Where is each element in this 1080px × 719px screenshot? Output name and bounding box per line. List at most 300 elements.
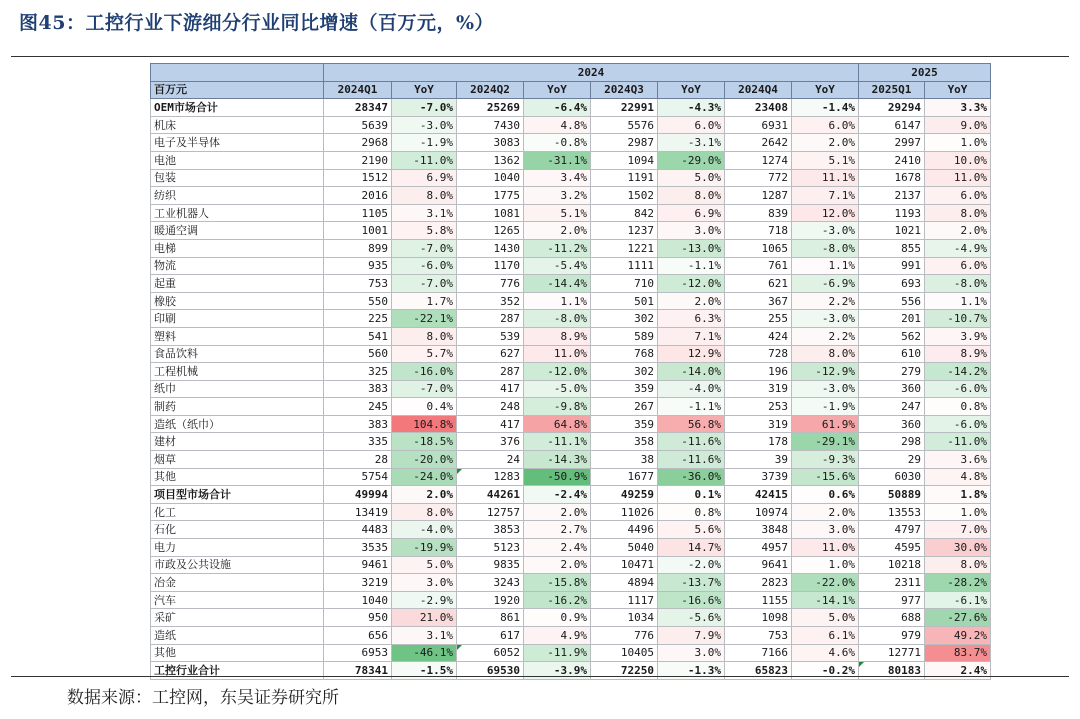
yoy-cell bbox=[925, 468, 991, 486]
value-cell bbox=[591, 116, 658, 134]
revenue-value: 2190 bbox=[361, 153, 388, 167]
revenue-value: 28347 bbox=[354, 100, 388, 114]
revenue-value: 541 bbox=[368, 329, 388, 343]
value-cell bbox=[591, 451, 658, 469]
table-row bbox=[151, 151, 991, 169]
value-cell bbox=[457, 503, 524, 521]
revenue-value: 225 bbox=[368, 312, 388, 326]
yoy-cell bbox=[658, 275, 725, 293]
value-cell bbox=[859, 363, 925, 381]
value-cell bbox=[324, 310, 392, 328]
yoy-value: 10.0% bbox=[953, 153, 987, 167]
value-cell bbox=[457, 644, 524, 662]
revenue-value: 22991 bbox=[620, 100, 654, 114]
yoy-value: 6.1% bbox=[828, 628, 855, 642]
yoy-value: 5.8% bbox=[426, 224, 453, 238]
yoy-value: -2.0% bbox=[687, 558, 721, 572]
row-label: 汽车 bbox=[151, 591, 324, 609]
value-cell bbox=[725, 556, 792, 574]
revenue-value: 376 bbox=[500, 435, 520, 449]
yoy-cell bbox=[658, 627, 725, 645]
value-cell bbox=[591, 433, 658, 451]
yoy-cell bbox=[524, 169, 591, 187]
yoy-value: 83.7% bbox=[953, 646, 987, 660]
yoy-value: 3.9% bbox=[960, 329, 987, 343]
value-cell bbox=[457, 275, 524, 293]
yoy-value: -11.6% bbox=[681, 435, 721, 449]
revenue-value: 3853 bbox=[493, 523, 520, 537]
revenue-value: 1021 bbox=[894, 224, 921, 238]
revenue-value: 2410 bbox=[894, 153, 921, 167]
revenue-value: 1117 bbox=[627, 593, 654, 607]
revenue-value: 367 bbox=[768, 294, 788, 308]
yoy-cell bbox=[392, 574, 457, 592]
value-cell bbox=[324, 275, 392, 293]
revenue-value: 656 bbox=[368, 628, 388, 642]
yoy-value: -9.3% bbox=[821, 452, 855, 466]
value-cell bbox=[457, 574, 524, 592]
yoy-cell bbox=[925, 239, 991, 257]
revenue-value: 80183 bbox=[887, 663, 921, 677]
yoy-value: 1.1% bbox=[560, 294, 587, 308]
value-cell bbox=[457, 556, 524, 574]
yoy-value: 8.0% bbox=[960, 558, 987, 572]
revenue-value: 2997 bbox=[894, 136, 921, 150]
yoy-value: -2.4% bbox=[553, 488, 587, 502]
yoy-value: -13.7% bbox=[681, 576, 721, 590]
value-cell bbox=[324, 363, 392, 381]
yoy-value: -27.6% bbox=[947, 611, 987, 625]
value-cell bbox=[859, 574, 925, 592]
value-cell bbox=[324, 239, 392, 257]
value-cell bbox=[457, 591, 524, 609]
value-cell bbox=[457, 257, 524, 275]
yoy-cell bbox=[524, 151, 591, 169]
row-label: 机床 bbox=[151, 116, 324, 134]
yoy-cell bbox=[524, 116, 591, 134]
yoy-value: -12.0% bbox=[681, 276, 721, 290]
value-cell bbox=[324, 609, 392, 627]
revenue-value: 2968 bbox=[361, 136, 388, 150]
yoy-value: 3.3% bbox=[960, 100, 987, 114]
yoy-value: 0.1% bbox=[694, 488, 721, 502]
yoy-cell bbox=[658, 556, 725, 574]
yoy-cell bbox=[392, 591, 457, 609]
value-cell bbox=[859, 310, 925, 328]
yoy-cell bbox=[925, 539, 991, 557]
value-cell bbox=[725, 239, 792, 257]
yoy-cell bbox=[792, 627, 859, 645]
value-cell bbox=[591, 609, 658, 627]
revenue-value: 359 bbox=[634, 417, 654, 431]
yoy-cell bbox=[925, 574, 991, 592]
yoy-value: -5.4% bbox=[553, 259, 587, 273]
yoy-cell bbox=[792, 539, 859, 557]
yoy-cell bbox=[925, 503, 991, 521]
yoy-cell bbox=[792, 556, 859, 574]
yoy-value: 8.0% bbox=[694, 188, 721, 202]
yoy-value: -8.0% bbox=[821, 241, 855, 255]
yoy-value: 0.9% bbox=[560, 611, 587, 625]
revenue-value: 610 bbox=[901, 347, 921, 361]
revenue-value: 9641 bbox=[761, 558, 788, 572]
yoy-value: -1.9% bbox=[419, 136, 453, 150]
row-label: 造纸 bbox=[151, 627, 324, 645]
table-row bbox=[151, 204, 991, 222]
yoy-cell bbox=[925, 591, 991, 609]
yoy-value: -2.9% bbox=[419, 593, 453, 607]
value-cell bbox=[591, 521, 658, 539]
yoy-cell bbox=[392, 521, 457, 539]
yoy-cell bbox=[658, 239, 725, 257]
yoy-cell bbox=[925, 310, 991, 328]
column-header: 2024Q3 bbox=[591, 81, 658, 99]
revenue-value: 589 bbox=[634, 329, 654, 343]
yoy-value: -19.9% bbox=[413, 540, 453, 554]
revenue-value: 12757 bbox=[486, 505, 520, 519]
yoy-cell bbox=[658, 116, 725, 134]
yoy-cell bbox=[658, 310, 725, 328]
yoy-value: 8.0% bbox=[960, 206, 987, 220]
yoy-value: -18.5% bbox=[413, 435, 453, 449]
row-label: 物流 bbox=[151, 257, 324, 275]
revenue-value: 417 bbox=[500, 417, 520, 431]
revenue-value: 855 bbox=[901, 241, 921, 255]
value-cell bbox=[324, 451, 392, 469]
value-cell bbox=[324, 187, 392, 205]
yoy-cell bbox=[792, 327, 859, 345]
yoy-value: 8.0% bbox=[426, 329, 453, 343]
revenue-value: 1040 bbox=[361, 593, 388, 607]
revenue-value: 4894 bbox=[627, 576, 654, 590]
yoy-value: 1.1% bbox=[828, 259, 855, 273]
yoy-value: -7.0% bbox=[419, 276, 453, 290]
revenue-value: 69530 bbox=[486, 663, 520, 677]
column-header-row bbox=[151, 81, 991, 99]
revenue-value: 1287 bbox=[761, 188, 788, 202]
row-label: 电子及半导体 bbox=[151, 134, 324, 152]
value-cell bbox=[457, 204, 524, 222]
revenue-value: 319 bbox=[768, 417, 788, 431]
yoy-cell bbox=[658, 398, 725, 416]
row-label: 石化 bbox=[151, 521, 324, 539]
revenue-value: 302 bbox=[634, 364, 654, 378]
source-note: 数据来源：工控网，东吴证券研究所 bbox=[67, 688, 339, 708]
value-cell bbox=[324, 134, 392, 152]
value-cell bbox=[324, 169, 392, 187]
yoy-value: 8.0% bbox=[426, 188, 453, 202]
revenue-value: 899 bbox=[368, 241, 388, 255]
value-cell bbox=[457, 239, 524, 257]
value-cell bbox=[859, 134, 925, 152]
yoy-cell bbox=[658, 380, 725, 398]
yoy-cell bbox=[658, 486, 725, 504]
revenue-value: 935 bbox=[368, 259, 388, 273]
yoy-value: 3.0% bbox=[694, 646, 721, 660]
yoy-value: -4.0% bbox=[419, 523, 453, 537]
revenue-value: 10218 bbox=[887, 558, 921, 572]
yoy-cell bbox=[524, 415, 591, 433]
yoy-value: 9.0% bbox=[960, 118, 987, 132]
yoy-cell bbox=[524, 591, 591, 609]
revenue-value: 1040 bbox=[493, 171, 520, 185]
value-cell bbox=[324, 539, 392, 557]
revenue-value: 842 bbox=[634, 206, 654, 220]
yoy-value: 0.6% bbox=[828, 488, 855, 502]
yoy-cell bbox=[392, 116, 457, 134]
value-cell bbox=[591, 169, 658, 187]
yoy-value: -12.9% bbox=[815, 364, 855, 378]
yoy-cell bbox=[392, 151, 457, 169]
value-cell bbox=[859, 486, 925, 504]
revenue-value: 359 bbox=[634, 382, 654, 396]
table-row bbox=[151, 433, 991, 451]
revenue-value: 560 bbox=[368, 347, 388, 361]
yoy-cell bbox=[792, 433, 859, 451]
yoy-value: 7.1% bbox=[694, 329, 721, 343]
yoy-value: -15.6% bbox=[815, 470, 855, 484]
value-cell bbox=[859, 644, 925, 662]
yoy-value: -11.1% bbox=[547, 435, 587, 449]
revenue-value: 245 bbox=[368, 400, 388, 414]
value-cell bbox=[725, 486, 792, 504]
table-row bbox=[151, 116, 991, 134]
revenue-value: 319 bbox=[768, 382, 788, 396]
yoy-cell bbox=[792, 521, 859, 539]
table-row bbox=[151, 539, 991, 557]
table-row bbox=[151, 275, 991, 293]
revenue-value: 617 bbox=[500, 628, 520, 642]
column-header: YoY bbox=[658, 81, 725, 99]
value-cell bbox=[725, 451, 792, 469]
value-cell bbox=[859, 187, 925, 205]
yoy-value: 8.9% bbox=[560, 329, 587, 343]
revenue-value: 6147 bbox=[894, 118, 921, 132]
revenue-value: 1191 bbox=[627, 171, 654, 185]
revenue-value: 1221 bbox=[627, 241, 654, 255]
yoy-cell bbox=[792, 486, 859, 504]
row-label: 塑料 bbox=[151, 327, 324, 345]
revenue-value: 2016 bbox=[361, 188, 388, 202]
row-label: 工控行业合计 bbox=[151, 662, 324, 680]
value-cell bbox=[725, 99, 792, 117]
revenue-value: 44261 bbox=[486, 488, 520, 502]
row-label: 电梯 bbox=[151, 239, 324, 257]
revenue-value: 28 bbox=[374, 452, 388, 466]
yoy-value: 49.2% bbox=[953, 628, 987, 642]
revenue-value: 753 bbox=[768, 628, 788, 642]
yoy-cell bbox=[658, 451, 725, 469]
yoy-cell bbox=[792, 644, 859, 662]
table-row bbox=[151, 169, 991, 187]
revenue-value: 9461 bbox=[361, 558, 388, 572]
yoy-cell bbox=[524, 292, 591, 310]
yoy-cell bbox=[524, 257, 591, 275]
value-cell bbox=[591, 310, 658, 328]
value-cell bbox=[725, 116, 792, 134]
yoy-value: 3.1% bbox=[426, 628, 453, 642]
yoy-cell bbox=[524, 345, 591, 363]
yoy-value: -8.0% bbox=[953, 276, 987, 290]
yoy-value: -3.0% bbox=[821, 382, 855, 396]
value-cell bbox=[591, 257, 658, 275]
revenue-value: 950 bbox=[368, 611, 388, 625]
revenue-value: 10405 bbox=[620, 646, 654, 660]
yoy-value: 2.4% bbox=[960, 663, 987, 677]
yoy-cell bbox=[925, 292, 991, 310]
yoy-value: 5.0% bbox=[694, 171, 721, 185]
value-cell bbox=[725, 310, 792, 328]
revenue-value: 861 bbox=[500, 611, 520, 625]
revenue-value: 9835 bbox=[493, 558, 520, 572]
value-cell bbox=[324, 380, 392, 398]
yoy-value: 64.8% bbox=[553, 417, 587, 431]
value-cell bbox=[324, 222, 392, 240]
revenue-value: 3739 bbox=[761, 470, 788, 484]
value-cell bbox=[591, 591, 658, 609]
value-cell bbox=[859, 292, 925, 310]
yoy-cell bbox=[392, 363, 457, 381]
value-cell bbox=[859, 222, 925, 240]
value-cell bbox=[859, 380, 925, 398]
yoy-cell bbox=[792, 169, 859, 187]
value-cell bbox=[591, 99, 658, 117]
table-row bbox=[151, 239, 991, 257]
value-cell bbox=[725, 187, 792, 205]
yoy-value: 2.0% bbox=[560, 558, 587, 572]
value-cell bbox=[591, 327, 658, 345]
yoy-cell bbox=[658, 151, 725, 169]
yoy-value: -15.8% bbox=[547, 576, 587, 590]
revenue-value: 5576 bbox=[627, 118, 654, 132]
value-cell bbox=[324, 204, 392, 222]
revenue-value: 1105 bbox=[361, 206, 388, 220]
column-header: YoY bbox=[392, 81, 457, 99]
revenue-value: 4496 bbox=[627, 523, 654, 537]
revenue-value: 1193 bbox=[894, 206, 921, 220]
value-cell bbox=[457, 415, 524, 433]
revenue-value: 3083 bbox=[493, 136, 520, 150]
yoy-value: 3.0% bbox=[828, 523, 855, 537]
revenue-value: 1170 bbox=[493, 259, 520, 273]
revenue-value: 2987 bbox=[627, 136, 654, 150]
value-cell bbox=[725, 257, 792, 275]
table-row bbox=[151, 327, 991, 345]
yoy-cell bbox=[524, 363, 591, 381]
yoy-cell bbox=[658, 468, 725, 486]
yoy-value: 4.8% bbox=[960, 470, 987, 484]
yoy-cell bbox=[392, 644, 457, 662]
yoy-value: 7.0% bbox=[960, 523, 987, 537]
yoy-cell bbox=[392, 486, 457, 504]
value-cell bbox=[591, 204, 658, 222]
row-label: 其他 bbox=[151, 468, 324, 486]
revenue-value: 424 bbox=[768, 329, 788, 343]
yoy-cell bbox=[792, 99, 859, 117]
row-label: 化工 bbox=[151, 503, 324, 521]
yoy-cell bbox=[524, 327, 591, 345]
revenue-value: 25269 bbox=[486, 100, 520, 114]
row-label: 项目型市场合计 bbox=[151, 486, 324, 504]
value-cell bbox=[725, 380, 792, 398]
value-cell bbox=[591, 503, 658, 521]
row-label: 纺织 bbox=[151, 187, 324, 205]
yoy-value: 3.6% bbox=[960, 452, 987, 466]
yoy-cell bbox=[658, 591, 725, 609]
yoy-cell bbox=[792, 503, 859, 521]
yoy-value: 7.1% bbox=[828, 188, 855, 202]
table-row bbox=[151, 627, 991, 645]
yoy-value: -13.0% bbox=[681, 241, 721, 255]
value-cell bbox=[457, 292, 524, 310]
yoy-value: -4.9% bbox=[953, 241, 987, 255]
row-label: OEM市场合计 bbox=[151, 99, 324, 117]
value-cell bbox=[324, 468, 392, 486]
yoy-value: -11.6% bbox=[681, 452, 721, 466]
yoy-cell bbox=[792, 292, 859, 310]
value-cell bbox=[457, 398, 524, 416]
value-cell bbox=[859, 433, 925, 451]
yoy-cell bbox=[792, 451, 859, 469]
table-row bbox=[151, 468, 991, 486]
revenue-value: 287 bbox=[500, 364, 520, 378]
yoy-value: -4.3% bbox=[687, 100, 721, 114]
yoy-cell bbox=[925, 380, 991, 398]
yoy-cell bbox=[524, 433, 591, 451]
yoy-value: 30.0% bbox=[953, 540, 987, 554]
revenue-value: 1098 bbox=[761, 611, 788, 625]
yoy-value: 2.0% bbox=[426, 488, 453, 502]
yoy-value: -0.2% bbox=[821, 663, 855, 677]
row-label: 烟草 bbox=[151, 451, 324, 469]
revenue-value: 753 bbox=[368, 276, 388, 290]
value-cell bbox=[457, 609, 524, 627]
yoy-cell bbox=[925, 415, 991, 433]
yoy-cell bbox=[658, 503, 725, 521]
yoy-cell bbox=[392, 433, 457, 451]
table-row bbox=[151, 187, 991, 205]
value-cell bbox=[725, 345, 792, 363]
cell-indicator-mark bbox=[859, 662, 864, 667]
revenue-value: 29 bbox=[907, 452, 921, 466]
yoy-cell bbox=[392, 239, 457, 257]
value-cell bbox=[859, 398, 925, 416]
yoy-cell bbox=[925, 486, 991, 504]
yoy-value: -7.0% bbox=[419, 241, 453, 255]
value-cell bbox=[859, 591, 925, 609]
value-cell bbox=[725, 415, 792, 433]
yoy-value: 2.0% bbox=[828, 136, 855, 150]
yoy-value: 3.1% bbox=[426, 206, 453, 220]
yoy-value: 7.9% bbox=[694, 628, 721, 642]
value-cell bbox=[725, 521, 792, 539]
yoy-value: 11.0% bbox=[953, 171, 987, 185]
revenue-value: 728 bbox=[768, 347, 788, 361]
yoy-cell bbox=[392, 310, 457, 328]
yoy-value: -16.2% bbox=[547, 593, 587, 607]
yoy-value: -20.0% bbox=[413, 452, 453, 466]
yoy-cell bbox=[925, 204, 991, 222]
value-cell bbox=[591, 644, 658, 662]
value-cell bbox=[591, 380, 658, 398]
yoy-cell bbox=[792, 134, 859, 152]
revenue-value: 325 bbox=[368, 364, 388, 378]
value-cell bbox=[859, 556, 925, 574]
value-cell bbox=[591, 345, 658, 363]
yoy-cell bbox=[658, 169, 725, 187]
yoy-value: 2.0% bbox=[828, 505, 855, 519]
yoy-cell bbox=[792, 398, 859, 416]
